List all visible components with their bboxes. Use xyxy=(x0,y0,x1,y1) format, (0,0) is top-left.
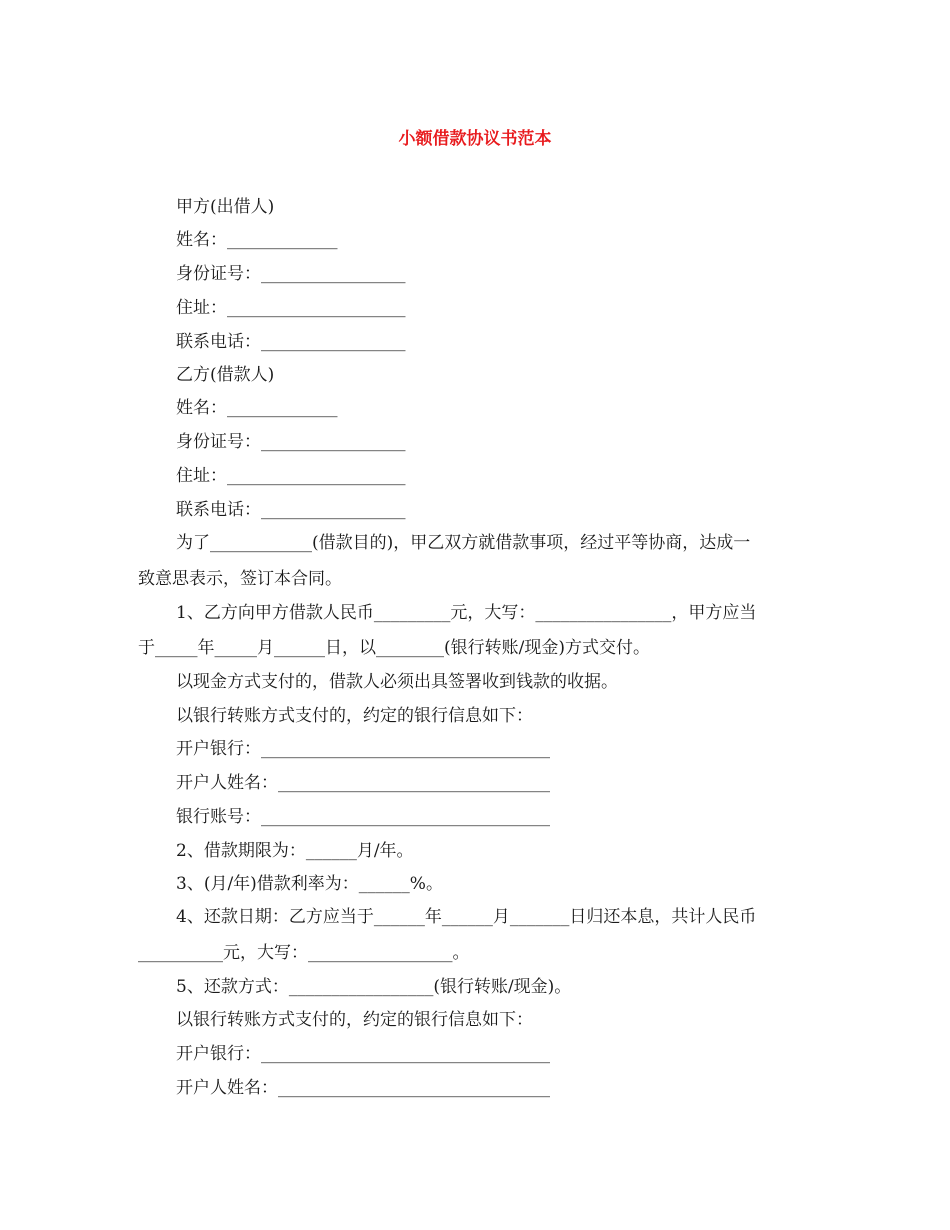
account-holder-field-2: 开户人姓名：________________________________ xyxy=(176,1078,550,1098)
party-a-id: 身份证号：_________________ xyxy=(176,264,406,284)
party-a-address: 住址：_____________________ xyxy=(176,298,406,318)
clause-4-line-2: __________元，大写：_________________。 xyxy=(138,943,470,963)
cash-receipt-note: 以现金方式支付的，借款人必须出具签署收到钱款的收据。 xyxy=(176,672,618,692)
party-b-heading: 乙方(借款人) xyxy=(176,365,275,385)
party-b-name: 姓名：_____________ xyxy=(176,398,338,418)
party-b-id: 身份证号：_________________ xyxy=(176,432,406,452)
document-title: 小额借款协议书范本 xyxy=(398,129,552,149)
purpose-paragraph-line-2: 致意思表示，签订本合同。 xyxy=(138,569,342,589)
party-a-name: 姓名：_____________ xyxy=(176,230,338,250)
bank-name-field-2: 开户银行：__________________________________ xyxy=(176,1044,550,1064)
party-b-phone: 联系电话：_________________ xyxy=(176,500,406,520)
bank-info-intro: 以银行转账方式支付的，约定的银行信息如下： xyxy=(176,706,533,726)
bank-info-intro-2: 以银行转账方式支付的，约定的银行信息如下： xyxy=(176,1010,533,1030)
party-a-heading: 甲方(出借人) xyxy=(176,197,275,217)
party-a-phone: 联系电话：_________________ xyxy=(176,332,406,352)
bank-name-field: 开户银行：__________________________________ xyxy=(176,739,550,759)
clause-1-line-1: 1、乙方向甲方借款人民币_________元，大写：________________，甲方应当 xyxy=(176,603,757,623)
clause-2-term: 2、借款期限为：______月/年。 xyxy=(176,841,414,861)
account-holder-field: 开户人姓名：________________________________ xyxy=(176,773,550,793)
purpose-paragraph-line-1: 为了____________(借款目的)，甲乙双方就借款事项，经过平等协商，达成一 xyxy=(176,533,751,553)
clause-3-rate: 3、(月/年)借款利率为：______%。 xyxy=(176,874,443,894)
clause-5-method: 5、还款方式：_________________(银行转账/现金)。 xyxy=(176,977,572,997)
party-b-address: 住址：_____________________ xyxy=(176,466,406,486)
account-number-field: 银行账号：__________________________________ xyxy=(176,807,550,827)
clause-4-line-1: 4、还款日期：乙方应当于______年______月_______日归还本息，共计人民币 xyxy=(176,907,757,927)
clause-1-line-2: 于_____年_____月______日，以________(银行转账/现金)方式交付。 xyxy=(138,638,650,658)
